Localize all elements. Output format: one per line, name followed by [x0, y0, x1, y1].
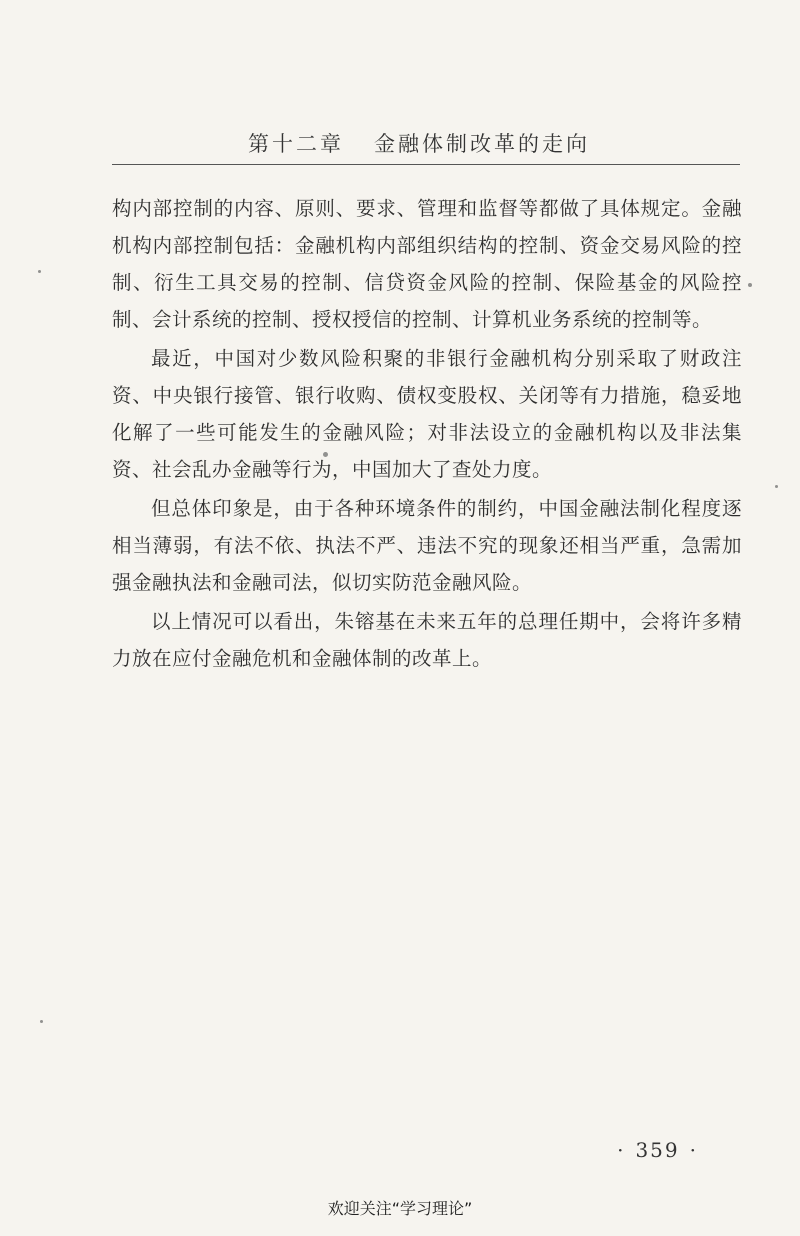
scan-speck — [775, 485, 778, 488]
header-title — [248, 128, 590, 158]
paragraph-2: 最近，中国对少数风险积聚的非银行金融机构分别采取了财政注资、中央银行接管、银行收购、债权变股权、关闭等有力措施，稳妥地化解了一些可能发生的金融风险；对非法设立的金融机构以及非法集资、社会乱办金融等行为，中国加大了查处力度。 — [112, 347, 742, 481]
paragraph-4: 以上情况可以看出，朱镕基在未来五年的总理任期中，会将许多精力放在应付金融危机和金融体制的改革上。 — [112, 610, 742, 670]
body-text — [112, 190, 742, 679]
paragraph-1: 构内部控制的内容、原则、要求、管理和监督等都做了具体规定。金融机构内部控制包括：金融机构内部组织结构的控制、资金交易风险的控制、衍生工具交易的控制、信贷资金风险的控制、保险基金的风险控制、会计系统的控制、授权授信的控制、计算机业务系统的控制等。 — [112, 197, 742, 331]
page-number-dot-right: · — [689, 1138, 698, 1162]
scan-speck — [323, 452, 328, 457]
page-number-value: 359 — [635, 1138, 680, 1162]
page-number-dot-left: · — [617, 1138, 626, 1162]
page-number — [607, 1138, 708, 1162]
paragraph-3: 但总体印象是，由于各种环境条件的制约，中国金融法制化程度逐相当薄弱，有法不依、执法不严、违法不究的现象还相当严重，急需加强金融执法和金融司法，似切实防范金融风险。 — [112, 497, 742, 594]
chapter-title: 金融体制改革的走向 — [374, 132, 590, 156]
footer-note: 欢迎关注“学习理论” — [327, 1199, 473, 1218]
scan-speck — [38, 270, 41, 273]
scan-speck — [748, 283, 752, 287]
scan-speck — [40, 1020, 43, 1023]
header-rule — [112, 164, 740, 165]
chapter-label: 第十二章 — [248, 132, 344, 156]
running-header — [112, 128, 740, 168]
